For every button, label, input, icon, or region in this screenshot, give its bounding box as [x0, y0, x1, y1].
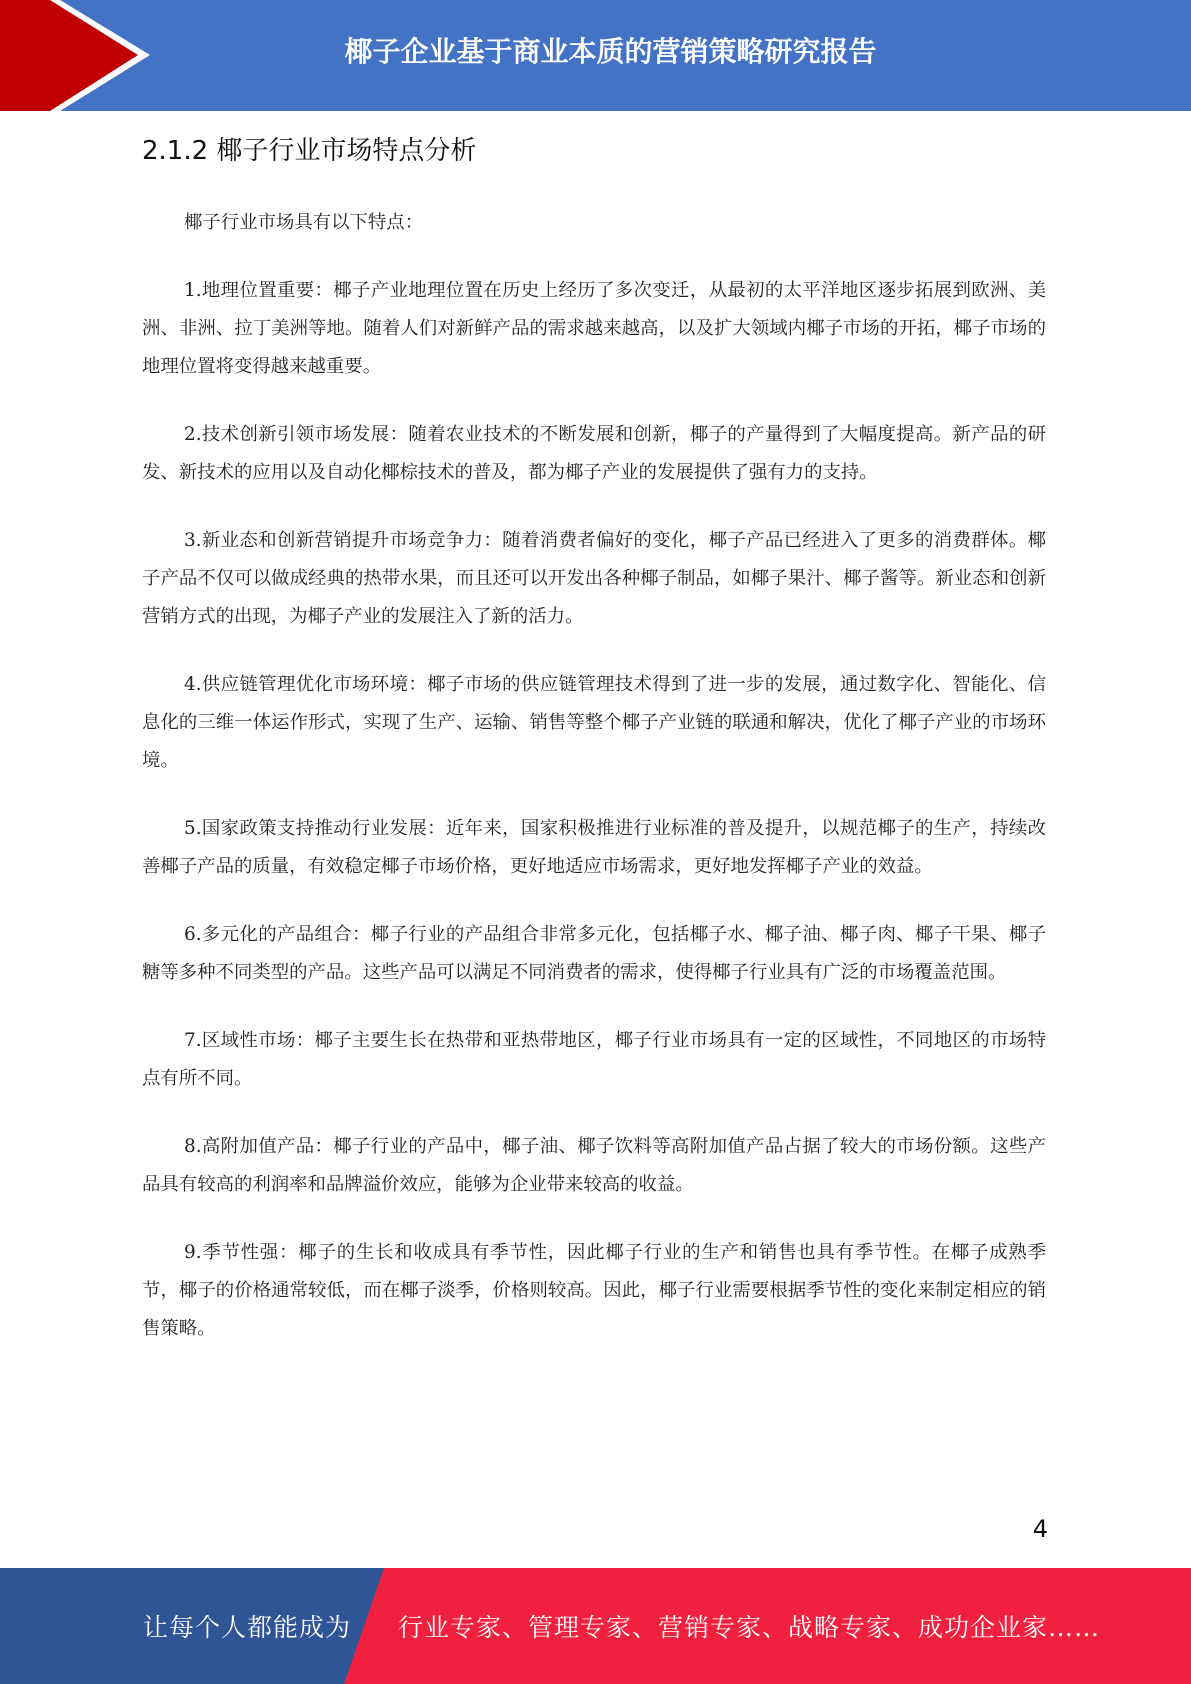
paragraph-9: 9.季节性强：椰子的生长和收成具有季节性，因此椰子行业的生产和销售也具有季节性。在椰子成熟季节，椰子的价格通常较低，而在椰子淡季，价格则较高。因此，椰子行业需要根据季节性的变化来制定相应的销售策略。: [142, 1242, 1046, 1339]
paragraph-3: 3.新业态和创新营销提升市场竞争力：随着消费者偏好的变化，椰子产品已经进入了更多的消费群体。椰子产品不仅可以做成经典的热带水果，而且还可以开发出各种椰子制品，如椰子果汁、椰子酱等。新业态和创新营销方式的出现，为椰子产业的发展注入了新的活力。: [142, 530, 1046, 627]
paragraph-5: 5.国家政策支持推动行业发展：近年来，国家积极推进行业标准的普及提升，以规范椰子的生产，持续改善椰子产品的质量，有效稳定椰子市场价格，更好地适应市场需求，更好地发挥椰子产业的效益。: [142, 818, 1046, 877]
paragraph-intro: 椰子行业市场具有以下特点：: [184, 212, 424, 233]
paragraph-2: 2.技术创新引领市场发展：随着农业技术的不断发展和创新，椰子的产量得到了大幅度提高。新产品的研发、新技术的应用以及自动化椰棕技术的普及，都为椰子产业的发展提供了强有力的支持。: [142, 424, 1046, 483]
paragraph-1: 1.地理位置重要：椰子产业地理位置在历史上经历了多次变迁，从最初的太平洋地区逐步拓展到欧洲、美洲、非洲、拉丁美洲等地。随着人们对新鲜产品的需求越来越高，以及扩大领域内椰子市场的开拓，椰子市场的地理位置将变得越来越重要。: [142, 280, 1046, 377]
footer-slogan-left: 让每个人都能成为: [143, 1613, 352, 1642]
paragraph-8: 8.高附加值产品：椰子行业的产品中，椰子油、椰子饮料等高附加值产品占据了较大的市场份额。这些产品具有较高的利润率和品牌溢价效应，能够为企业带来较高的收益。: [142, 1136, 1046, 1195]
section-heading: 2.1.2 椰子行业市场特点分析: [142, 136, 477, 166]
paragraph-4: 4.供应链管理优化市场环境：椰子市场的供应链管理技术得到了进一步的发展，通过数字化、智能化、信息化的三维一体运作形式，实现了生产、运输、销售等整个椰子产业链的联通和解决，优化了椰子产业的市场环境。: [142, 674, 1046, 771]
page-number: 4: [1032, 1515, 1048, 1543]
paragraph-6: 6.多元化的产品组合：椰子行业的产品组合非常多元化，包括椰子水、椰子油、椰子肉、椰子干果、椰子糖等多种不同类型的产品。这些产品可以满足不同消费者的需求，使得椰子行业具有广泛的市场覆盖范围。: [142, 924, 1046, 983]
footer-slogan-right: 行业专家、管理专家、营销专家、战略专家、成功企业家……: [398, 1613, 1101, 1642]
paragraph-7: 7.区域性市场：椰子主要生长在热带和亚热带地区，椰子行业市场具有一定的区域性，不同地区的市场特点有所不同。: [142, 1030, 1046, 1089]
page-header: [0, 0, 1191, 111]
body-content: [142, 204, 1046, 1378]
page-footer: [0, 1568, 1191, 1684]
header-title: 椰子企业基于商业本质的营销策略研究报告: [344, 35, 877, 68]
chevron-arrow-icon: [0, 0, 160, 111]
